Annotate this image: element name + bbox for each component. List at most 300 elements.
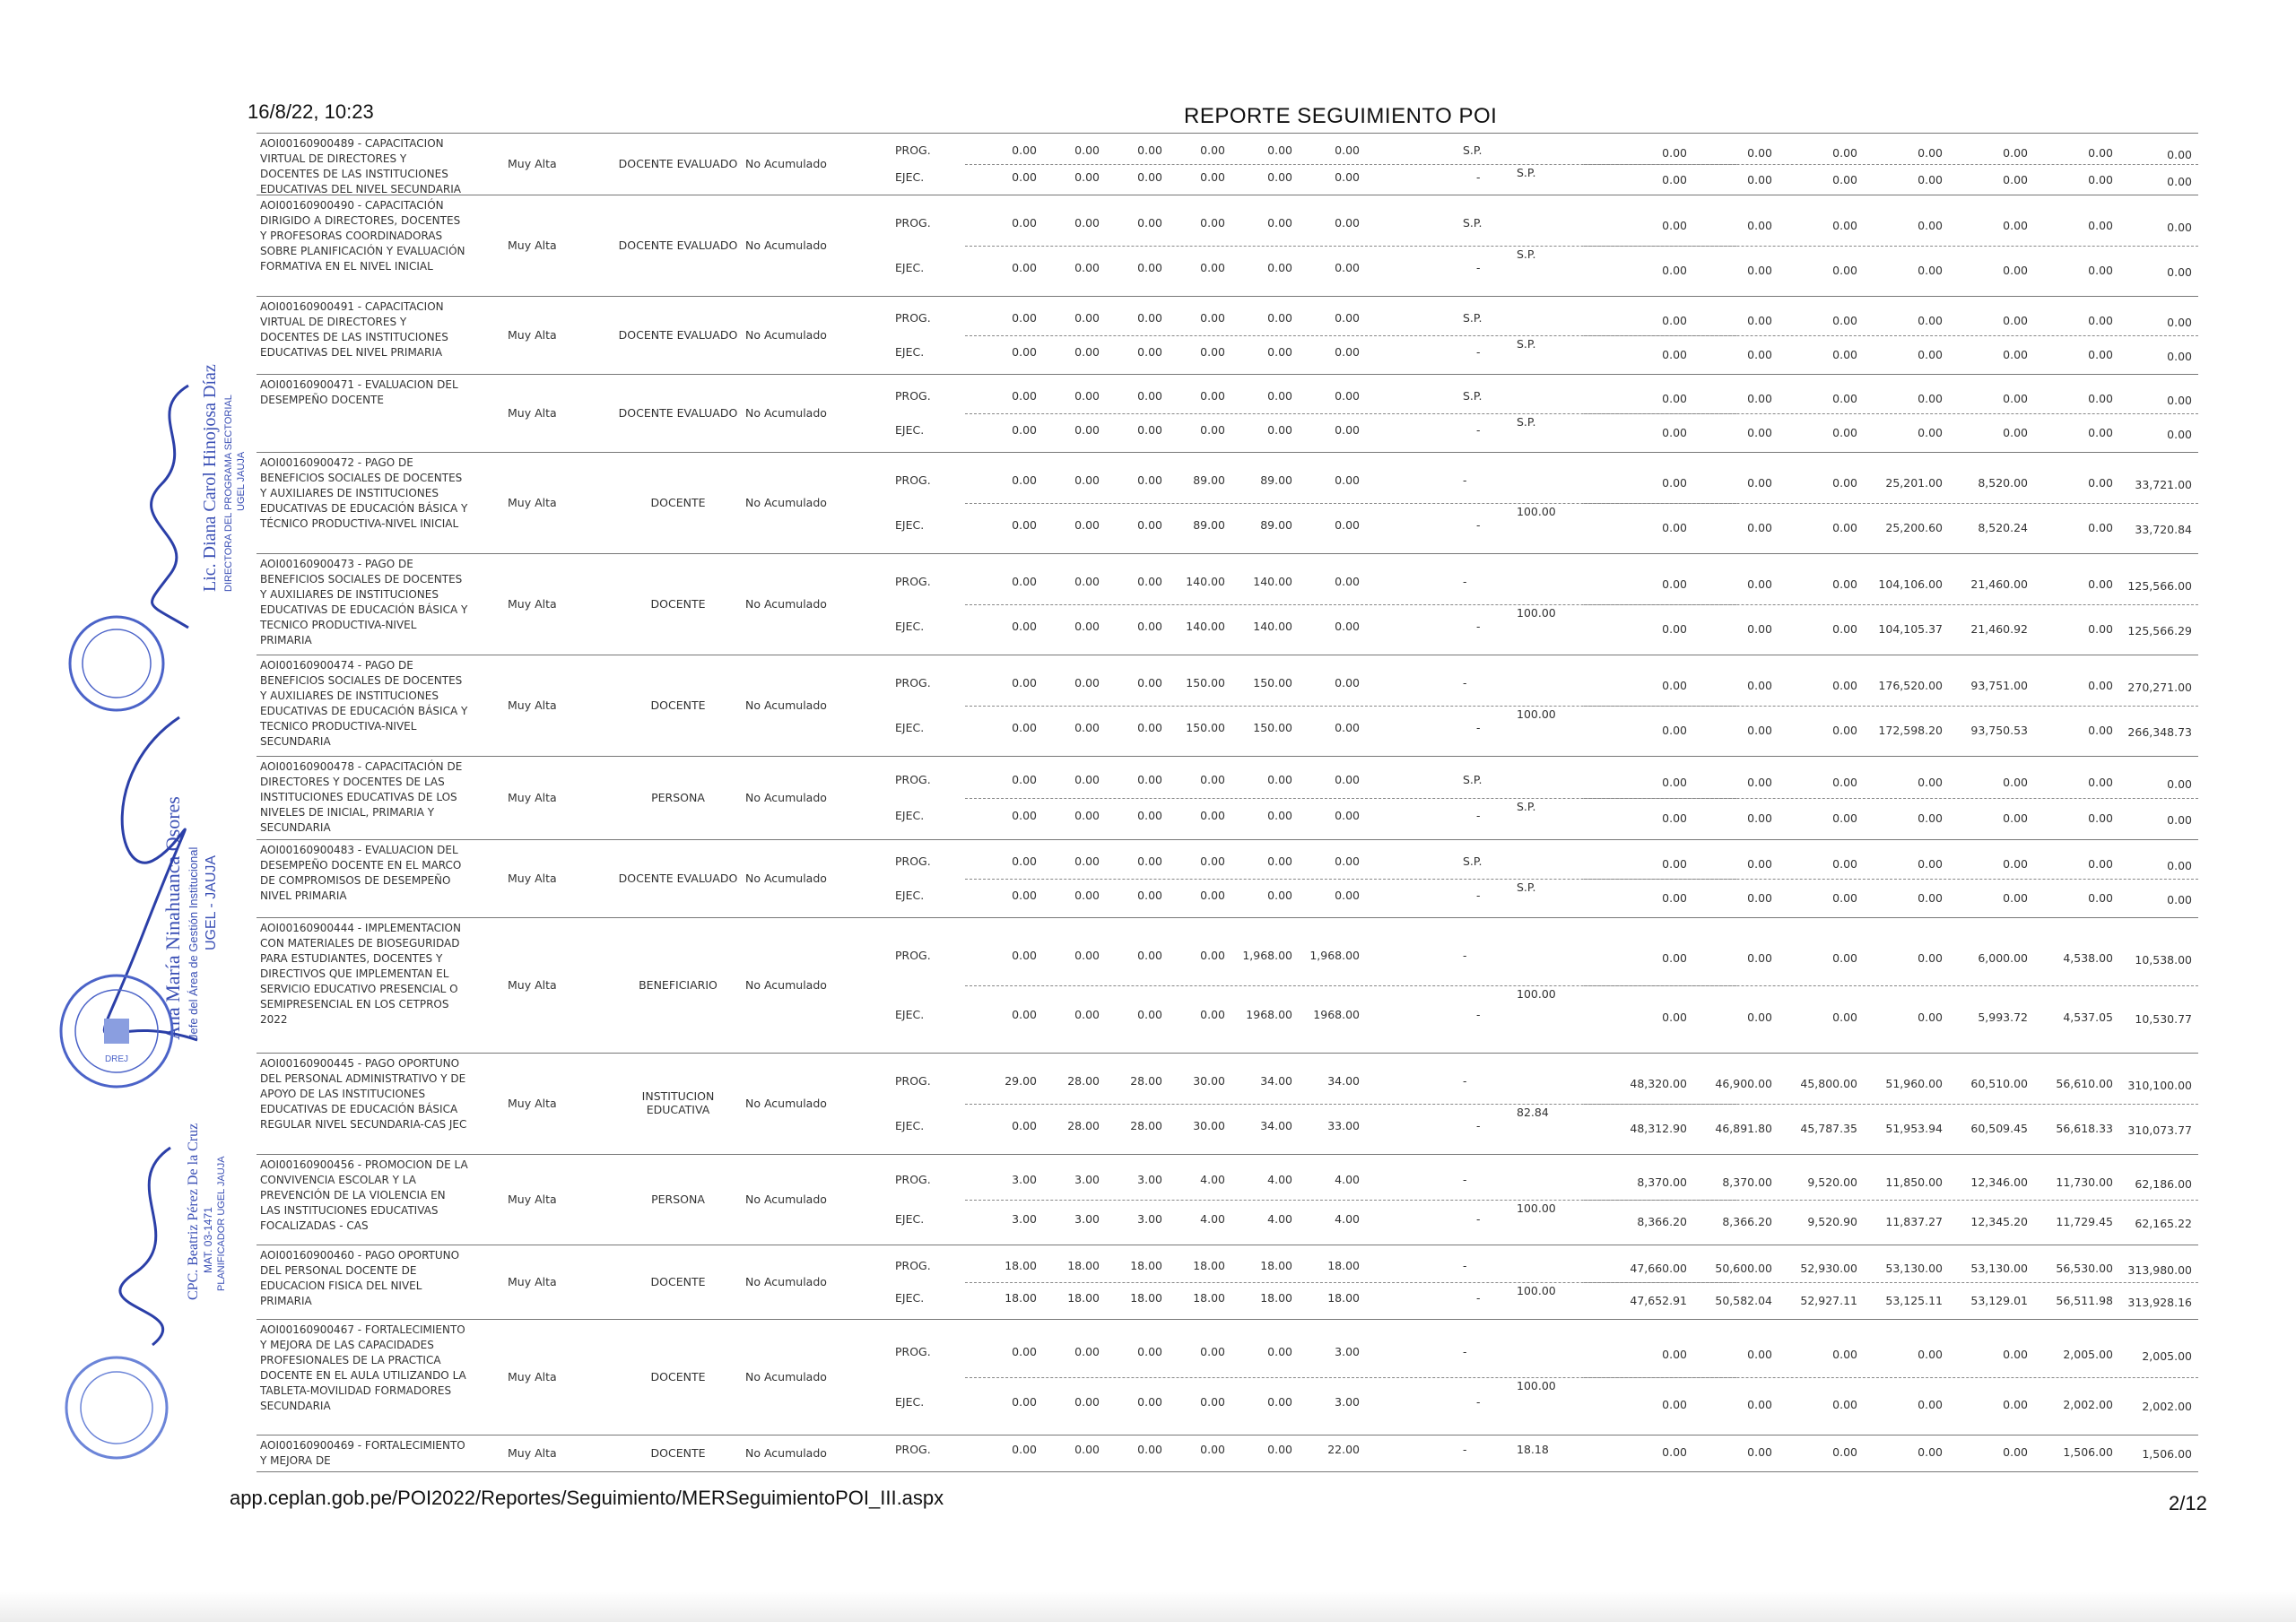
physical-prog-month: 0.00	[1335, 772, 1360, 786]
physical-prog-month: 0.00	[1137, 1443, 1162, 1456]
financial-prog-month: 0.00	[1832, 392, 1857, 406]
activity-description: AOI00160900445 - PAGO OPORTUNO DEL PERSONAL ADMINISTRATIVO Y DE APOYO DE LAS INSTITUCIONES EDUCATIVAS DE EDUCACIÓN BÁSICA REGULAR NIVEL SECUNDARIA-CAS JEC	[260, 1057, 467, 1131]
physical-prog-total: -	[1463, 575, 1467, 589]
financial-prog-month: 47,660.00	[1630, 1261, 1687, 1275]
financial-ejec-month: 172,598.20	[1878, 723, 1943, 737]
financial-prog-month: 0.00	[1918, 775, 1943, 789]
accumulation-type: No Acumulado	[745, 1097, 827, 1110]
physical-progress: 100.00	[1517, 707, 1556, 721]
table-row	[257, 1245, 2198, 1319]
physical-ejec-month: 89.00	[1193, 517, 1225, 532]
financial-prog-month: 52,930.00	[1800, 1261, 1857, 1275]
financial-ejec-month: 0.00	[1918, 347, 1943, 361]
physical-ejec-month: 0.00	[1012, 619, 1037, 633]
physical-prog-month: 0.00	[1137, 389, 1162, 403]
physical-ejec-month: 4.00	[1200, 1212, 1225, 1226]
financial-ejec-month: 0.00	[2003, 425, 2028, 439]
financial-ejec-month: 46,891.80	[1715, 1121, 1772, 1135]
physical-prog-month: 0.00	[1012, 1443, 1037, 1456]
priority: Muy Alta	[508, 157, 557, 170]
financial-ejec-month: 56,511.98	[2056, 1294, 2113, 1308]
unit-of-measure: DOCENTE EVALUADO	[618, 328, 738, 342]
physical-prog-month: 0.00	[1335, 311, 1360, 325]
financial-prog-month: 11,730.00	[2056, 1175, 2113, 1189]
financial-ejec-month: 0.00	[1662, 425, 1687, 439]
physical-prog-total: -	[1463, 1344, 1467, 1358]
ejec-label: EJEC.	[895, 1118, 925, 1132]
activity-description: AOI00160900471 - EVALUACION DEL DESEMPEÑO DOCENTE	[260, 378, 458, 406]
physical-ejec-total: -	[1476, 1291, 1481, 1305]
financial-prog-month: 0.00	[1832, 775, 1857, 789]
physical-ejec-month: 0.00	[1267, 344, 1292, 359]
signature-1-org: UGEL JAUJA	[236, 451, 247, 511]
financial-prog-month: 0.00	[1747, 679, 1772, 693]
physical-prog-month: 0.00	[1074, 143, 1100, 158]
financial-prog-month: 0.00	[1747, 577, 1772, 592]
accumulation-type: No Acumulado	[745, 1446, 827, 1460]
physical-prog-month: 0.00	[1074, 676, 1100, 690]
financial-ejec-total: 10,530.77	[2135, 1012, 2192, 1026]
unit-of-measure: INSTITUCION EDUCATIVA	[641, 1089, 715, 1116]
physical-ejec-month: 0.00	[1137, 169, 1162, 184]
financial-ejec-month: 0.00	[1918, 1010, 1943, 1024]
financial-prog-month: 0.00	[1662, 1347, 1687, 1361]
financial-prog-month: 104,106.00	[1878, 577, 1943, 592]
physical-ejec-month: 0.00	[1267, 1395, 1292, 1409]
physical-ejec-month: 0.00	[1335, 619, 1360, 633]
physical-prog-month: 0.00	[1137, 949, 1162, 962]
physical-progress: S.P.	[1517, 166, 1536, 179]
physical-ejec-month: 0.00	[1074, 1395, 1100, 1409]
financial-prog-total: 0.00	[2167, 316, 2192, 330]
financial-ejec-month: 0.00	[1662, 263, 1687, 277]
financial-prog-month: 51,960.00	[1885, 1077, 1943, 1091]
financial-ejec-total: 33,720.84	[2135, 522, 2192, 536]
physical-prog-month: 0.00	[1137, 311, 1162, 325]
financial-ejec-month: 53,129.01	[1970, 1294, 2028, 1308]
financial-prog-month: 0.00	[2088, 857, 2113, 872]
priority: Muy Alta	[508, 239, 557, 252]
physical-ejec-month: 0.00	[1074, 720, 1100, 734]
physical-ejec-month: 0.00	[1137, 1395, 1162, 1409]
table-row	[257, 553, 2198, 655]
financial-ejec-month: 9,520.90	[1807, 1215, 1857, 1228]
financial-prog-month: 12,346.00	[1970, 1175, 2028, 1189]
physical-progress: 100.00	[1517, 1201, 1556, 1215]
financial-prog-month: 0.00	[1918, 219, 1943, 233]
physical-ejec-month: 0.00	[1200, 1395, 1225, 1409]
physical-ejec-month: 0.00	[1012, 1008, 1037, 1021]
physical-ejec-month: 18.00	[1327, 1291, 1360, 1305]
physical-prog-month: 0.00	[1012, 216, 1037, 230]
prog-label: PROG.	[895, 575, 931, 589]
table-row	[257, 195, 2198, 296]
financial-prog-month: 0.00	[1662, 219, 1687, 233]
financial-prog-month: 0.00	[1918, 1445, 1943, 1459]
financial-ejec-month: 45,787.35	[1800, 1121, 1857, 1135]
physical-prog-month: 89.00	[1260, 473, 1292, 488]
financial-prog-total: 33,721.00	[2135, 478, 2192, 492]
financial-ejec-month: 0.00	[1662, 723, 1687, 737]
financial-prog-month: 53,130.00	[1885, 1261, 1943, 1275]
physical-progress: S.P.	[1517, 880, 1536, 894]
physical-prog-month: 0.00	[1137, 216, 1162, 230]
physical-ejec-total: -	[1476, 1008, 1481, 1021]
physical-ejec-month: 0.00	[1335, 169, 1360, 184]
physical-ejec-month: 0.00	[1012, 1118, 1037, 1132]
unit-of-measure: DOCENTE EVALUADO	[618, 239, 738, 252]
physical-prog-month: 0.00	[1200, 143, 1225, 158]
activity-description: AOI00160900469 - FORTALECIMIENTO Y MEJORA DE	[260, 1439, 465, 1467]
financial-ejec-month: 0.00	[1747, 1010, 1772, 1024]
physical-ejec-month: 0.00	[1137, 1008, 1162, 1021]
financial-ejec-month: 0.00	[1747, 520, 1772, 534]
page-number: 2/12	[2169, 1492, 2207, 1514]
financial-ejec-total: 0.00	[2167, 813, 2192, 828]
physical-ejec-total: -	[1476, 1395, 1481, 1409]
physical-ejec-month: 3.00	[1335, 1395, 1360, 1409]
physical-prog-month: 150.00	[1253, 676, 1292, 690]
physical-ejec-total: -	[1476, 517, 1481, 532]
physical-progress: 100.00	[1517, 505, 1556, 518]
priority: Muy Alta	[508, 1370, 557, 1383]
physical-ejec-month: 4.00	[1335, 1212, 1360, 1226]
physical-ejec-month: 34.00	[1260, 1118, 1292, 1132]
financial-ejec-month: 0.00	[1832, 1398, 1857, 1412]
physical-prog-month: 29.00	[1004, 1074, 1037, 1089]
physical-progress: 100.00	[1517, 606, 1556, 620]
financial-ejec-month: 0.00	[2088, 172, 2113, 186]
physical-prog-month: 0.00	[1200, 772, 1225, 786]
table-row	[257, 839, 2198, 917]
physical-progress: S.P.	[1517, 337, 1536, 351]
physical-prog-month: 18.00	[1067, 1258, 1100, 1272]
physical-ejec-month: 0.00	[1267, 809, 1292, 823]
table-row	[257, 133, 2198, 195]
physical-ejec-month: 0.00	[1012, 344, 1037, 359]
unit-of-measure: DOCENTE	[650, 698, 706, 712]
physical-ejec-month: 0.00	[1012, 422, 1037, 437]
physical-ejec-month: 0.00	[1074, 517, 1100, 532]
physical-progress: 100.00	[1517, 1379, 1556, 1392]
financial-ejec-total: 266,348.73	[2127, 724, 2192, 739]
row-separator	[1584, 706, 2198, 707]
physical-ejec-month: 0.00	[1137, 619, 1162, 633]
priority: Muy Alta	[508, 328, 557, 342]
physical-ejec-month: 3.00	[1074, 1212, 1100, 1226]
physical-ejec-month: 0.00	[1335, 517, 1360, 532]
financial-ejec-month: 0.00	[1918, 172, 1943, 186]
signature-3-name: CPC. Beatriz Pérez De la Cruz	[186, 1123, 201, 1300]
financial-ejec-month: 0.00	[1832, 172, 1857, 186]
physical-prog-month: 0.00	[1012, 473, 1037, 488]
physical-ejec-month: 0.00	[1200, 169, 1225, 184]
physical-prog-month: 28.00	[1067, 1074, 1100, 1089]
activity-description: AOI00160900491 - CAPACITACION VIRTUAL DE DIRECTORES Y DOCENTES DE LAS INSTITUCIONES EDUCATIVAS DEL NIVEL PRIMARIA	[260, 300, 448, 359]
ejec-label: EJEC.	[895, 422, 925, 437]
physical-prog-month: 0.00	[1267, 143, 1292, 158]
row-separator	[1584, 604, 2198, 605]
physical-ejec-month: 0.00	[1012, 517, 1037, 532]
physical-prog-month: 0.00	[1267, 311, 1292, 325]
financial-prog-month: 0.00	[2003, 1347, 2028, 1361]
physical-ejec-month: 18.00	[1004, 1291, 1037, 1305]
financial-ejec-total: 0.00	[2167, 349, 2192, 363]
activity-description: AOI00160900483 - EVALUACION DEL DESEMPEÑO DOCENTE EN EL MARCO DE COMPROMISOS DE DESEMPEÑO NIVEL PRIMARIA	[260, 844, 462, 902]
prog-label: PROG.	[895, 1344, 931, 1358]
financial-prog-total: 0.00	[2167, 859, 2192, 873]
financial-ejec-month: 8,520.24	[1978, 520, 2028, 534]
financial-ejec-month: 0.00	[1662, 890, 1687, 905]
ejec-label: EJEC.	[895, 619, 925, 633]
physical-ejec-month: 0.00	[1335, 720, 1360, 734]
footer-url: app.ceplan.gob.pe/POI2022/Reportes/Seguimiento/MERSeguimientoPOI_III.aspx	[230, 1487, 944, 1509]
physical-prog-month: 0.00	[1012, 311, 1037, 325]
physical-prog-month: 0.00	[1267, 1344, 1292, 1358]
print-date: 16/8/22, 10:23	[248, 100, 374, 123]
physical-ejec-month: 0.00	[1267, 260, 1292, 274]
physical-ejec-month: 0.00	[1200, 809, 1225, 823]
financial-prog-month: 60,510.00	[1970, 1077, 2028, 1091]
physical-progress: S.P.	[1517, 800, 1536, 813]
physical-ejec-month: 0.00	[1012, 1395, 1037, 1409]
physical-ejec-month: 0.00	[1074, 344, 1100, 359]
financial-ejec-month: 0.00	[2088, 723, 2113, 737]
financial-prog-total: 0.00	[2167, 221, 2192, 235]
physical-ejec-month: 140.00	[1253, 619, 1292, 633]
physical-ejec-total: -	[1476, 260, 1481, 274]
financial-prog-month: 0.00	[1747, 146, 1772, 160]
accumulation-type: No Acumulado	[745, 978, 827, 992]
financial-ejec-month: 0.00	[1747, 425, 1772, 439]
financial-prog-month: 0.00	[1747, 775, 1772, 789]
financial-ejec-month: 21,460.92	[1970, 621, 2028, 636]
table-row	[257, 1435, 2198, 1472]
financial-prog-month: 0.00	[1662, 146, 1687, 160]
signature-3-scribble	[120, 1148, 170, 1345]
financial-ejec-month: 0.00	[1662, 621, 1687, 636]
financial-ejec-total: 313,928.16	[2127, 1296, 2192, 1310]
activity-description: AOI00160900490 - CAPACITACIÓN DIRIGIDO A DIRECTORES, DOCENTES Y PROFESORAS COORDINADORAS SOBRE PLANIFICACIÓN Y EVALUACIÓN FORMATIVA EN EL NIVEL INICIAL	[260, 199, 465, 273]
financial-prog-month: 0.00	[2088, 476, 2113, 490]
row-separator	[1584, 246, 2198, 247]
physical-prog-month: 18.00	[1327, 1258, 1360, 1272]
physical-prog-month: 0.00	[1267, 772, 1292, 786]
financial-prog-month: 0.00	[1918, 314, 1943, 328]
ejec-label: EJEC.	[895, 260, 925, 274]
physical-ejec-total: -	[1476, 169, 1481, 184]
physical-prog-month: 0.00	[1137, 143, 1162, 158]
physical-ejec-month: 150.00	[1186, 720, 1225, 734]
financial-prog-month: 0.00	[1662, 577, 1687, 592]
physical-prog-month: 0.00	[1335, 854, 1360, 869]
physical-prog-month: 150.00	[1186, 676, 1225, 690]
financial-ejec-month: 12,345.20	[1970, 1215, 2028, 1228]
physical-prog-month: 0.00	[1012, 575, 1037, 589]
row-separator	[1584, 798, 2198, 799]
ejec-label: EJEC.	[895, 1008, 925, 1021]
physical-ejec-month: 0.00	[1200, 344, 1225, 359]
row-separator	[1584, 335, 2198, 336]
priority: Muy Alta	[508, 872, 557, 885]
physical-prog-month: 89.00	[1193, 473, 1225, 488]
financial-prog-month: 0.00	[2003, 857, 2028, 872]
financial-prog-month: 0.00	[1662, 679, 1687, 693]
financial-prog-month: 46,900.00	[1715, 1077, 1772, 1091]
physical-ejec-month: 30.00	[1193, 1118, 1225, 1132]
physical-ejec-month: 0.00	[1074, 888, 1100, 902]
physical-ejec-month: 0.00	[1137, 720, 1162, 734]
financial-prog-month: 56,610.00	[2056, 1077, 2113, 1091]
signature-2-role: Jefe del Área de Gestión Institucional	[187, 846, 200, 1040]
financial-ejec-total: 0.00	[2167, 265, 2192, 279]
financial-ejec-month: 52,927.11	[1800, 1294, 1857, 1308]
financial-prog-month: 93,751.00	[1970, 679, 2028, 693]
prog-label: PROG.	[895, 772, 931, 786]
financial-ejec-month: 8,366.20	[1722, 1215, 1772, 1228]
signature-1-scribble	[152, 386, 188, 628]
ejec-label: EJEC.	[895, 1291, 925, 1305]
row-separator	[1584, 503, 2198, 504]
prog-label: PROG.	[895, 854, 931, 869]
physical-ejec-month: 0.00	[1200, 260, 1225, 274]
unit-of-measure: DOCENTE	[650, 496, 706, 509]
financial-prog-month: 0.00	[1747, 1445, 1772, 1459]
unit-of-measure: DOCENTE	[650, 1370, 706, 1383]
seal-3	[66, 1357, 167, 1458]
signature-3-role: MAT. 03-1471	[202, 1207, 214, 1273]
physical-prog-month: 140.00	[1253, 575, 1292, 589]
physical-ejec-month: 18.00	[1130, 1291, 1162, 1305]
accumulation-type: No Acumulado	[745, 157, 827, 170]
physical-ejec-month: 0.00	[1200, 1008, 1225, 1021]
financial-prog-month: 0.00	[1747, 951, 1772, 965]
financial-prog-total: 313,980.00	[2127, 1262, 2192, 1277]
financial-ejec-month: 0.00	[1918, 1398, 1943, 1412]
accumulation-type: No Acumulado	[745, 1193, 827, 1206]
prog-label: PROG.	[895, 1258, 931, 1272]
ejec-label: EJEC.	[895, 809, 925, 823]
physical-ejec-month: 33.00	[1327, 1118, 1360, 1132]
row-separator	[1584, 1377, 2198, 1378]
physical-ejec-month: 0.00	[1074, 169, 1100, 184]
physical-prog-month: 18.00	[1260, 1258, 1292, 1272]
physical-ejec-month: 0.00	[1335, 809, 1360, 823]
financial-ejec-month: 4,537.05	[2063, 1010, 2113, 1024]
activity-description: AOI00160900472 - PAGO DE BENEFICIOS SOCIALES DE DOCENTES Y AUXILIARES DE INSTITUCIONES EDUCATIVAS DE EDUCACIÓN BÁSICA Y TÉCNICO PRODUCTIVA-NIVEL INICIAL	[260, 456, 468, 530]
physical-ejec-total: -	[1476, 1212, 1481, 1226]
financial-prog-total: 270,271.00	[2127, 681, 2192, 695]
financial-ejec-month: 0.00	[2003, 172, 2028, 186]
financial-prog-month: 48,320.00	[1630, 1077, 1687, 1091]
physical-prog-total: S.P.	[1463, 854, 1483, 869]
physical-ejec-total: -	[1476, 809, 1481, 823]
physical-ejec-month: 18.00	[1067, 1291, 1100, 1305]
unit-of-measure: DOCENTE EVALUADO	[618, 157, 738, 170]
financial-ejec-month: 0.00	[1662, 1398, 1687, 1412]
financial-prog-month: 0.00	[2003, 1445, 2028, 1459]
physical-prog-month: 0.00	[1012, 676, 1037, 690]
financial-ejec-month: 0.00	[2088, 263, 2113, 277]
financial-ejec-month: 0.00	[2003, 347, 2028, 361]
financial-ejec-month: 0.00	[1662, 520, 1687, 534]
financial-ejec-month: 0.00	[1832, 263, 1857, 277]
priority: Muy Alta	[508, 406, 557, 420]
physical-prog-month: 0.00	[1074, 772, 1100, 786]
financial-prog-month: 0.00	[1832, 1445, 1857, 1459]
physical-prog-month: 0.00	[1012, 772, 1037, 786]
physical-prog-month: 0.00	[1012, 854, 1037, 869]
physical-progress: 82.84	[1517, 1106, 1549, 1119]
physical-prog-month: 3.00	[1335, 1344, 1360, 1358]
physical-prog-total: -	[1463, 1258, 1467, 1272]
financial-prog-month: 8,370.00	[1722, 1175, 1772, 1189]
physical-ejec-month: 140.00	[1186, 619, 1225, 633]
physical-ejec-month: 0.00	[1012, 169, 1037, 184]
financial-prog-total: 2,005.00	[2142, 1349, 2192, 1363]
financial-prog-month: 8,520.00	[1978, 476, 2028, 490]
physical-prog-month: 0.00	[1335, 143, 1360, 158]
financial-ejec-month: 0.00	[1918, 263, 1943, 277]
physical-prog-month: 0.00	[1074, 473, 1100, 488]
financial-ejec-month: 0.00	[1832, 811, 1857, 826]
financial-ejec-month: 0.00	[1918, 890, 1943, 905]
financial-ejec-month: 0.00	[1832, 1010, 1857, 1024]
physical-prog-month: 0.00	[1012, 143, 1037, 158]
accumulation-type: No Acumulado	[745, 496, 827, 509]
financial-ejec-month: 56,618.33	[2056, 1121, 2113, 1135]
accumulation-type: No Acumulado	[745, 1275, 827, 1288]
physical-prog-month: 0.00	[1200, 216, 1225, 230]
physical-ejec-month: 0.00	[1012, 720, 1037, 734]
physical-ejec-month: 0.00	[1267, 169, 1292, 184]
prog-label: PROG.	[895, 1074, 931, 1089]
physical-prog-month: 18.00	[1130, 1258, 1162, 1272]
physical-prog-month: 0.00	[1012, 949, 1037, 962]
physical-ejec-month: 18.00	[1260, 1291, 1292, 1305]
financial-ejec-month: 0.00	[2003, 811, 2028, 826]
prog-label: PROG.	[895, 389, 931, 403]
physical-prog-month: 0.00	[1074, 854, 1100, 869]
financial-prog-month: 0.00	[2003, 146, 2028, 160]
financial-prog-month: 0.00	[1918, 392, 1943, 406]
ejec-label: EJEC.	[895, 344, 925, 359]
financial-prog-month: 0.00	[1918, 1347, 1943, 1361]
financial-prog-total: 1,506.00	[2142, 1447, 2192, 1461]
ejec-label: EJEC.	[895, 517, 925, 532]
physical-prog-month: 0.00	[1267, 1443, 1292, 1456]
physical-ejec-month: 3.00	[1137, 1212, 1162, 1226]
physical-ejec-month: 0.00	[1137, 422, 1162, 437]
financial-ejec-month: 0.00	[1832, 425, 1857, 439]
physical-ejec-total: -	[1476, 619, 1481, 633]
financial-prog-month: 0.00	[2088, 146, 2113, 160]
financial-prog-month: 25,201.00	[1885, 476, 1943, 490]
unit-of-measure: DOCENTE	[650, 597, 706, 611]
financial-prog-month: 0.00	[2003, 314, 2028, 328]
financial-prog-month: 2,005.00	[2063, 1347, 2113, 1361]
physical-prog-month: 0.00	[1200, 311, 1225, 325]
financial-prog-total: 0.00	[2167, 394, 2192, 408]
row-separator	[1584, 1104, 2198, 1105]
physical-ejec-month: 0.00	[1074, 422, 1100, 437]
signature-2-name: Ana María Ninahuanca Osores	[161, 796, 184, 1040]
report-title: REPORTE SEGUIMIENTO POI	[1184, 104, 1498, 128]
financial-prog-month: 0.00	[1747, 392, 1772, 406]
financial-prog-month: 9,520.00	[1807, 1175, 1857, 1189]
financial-ejec-month: 47,652.91	[1630, 1294, 1687, 1308]
financial-prog-month: 53,130.00	[1970, 1261, 2028, 1275]
